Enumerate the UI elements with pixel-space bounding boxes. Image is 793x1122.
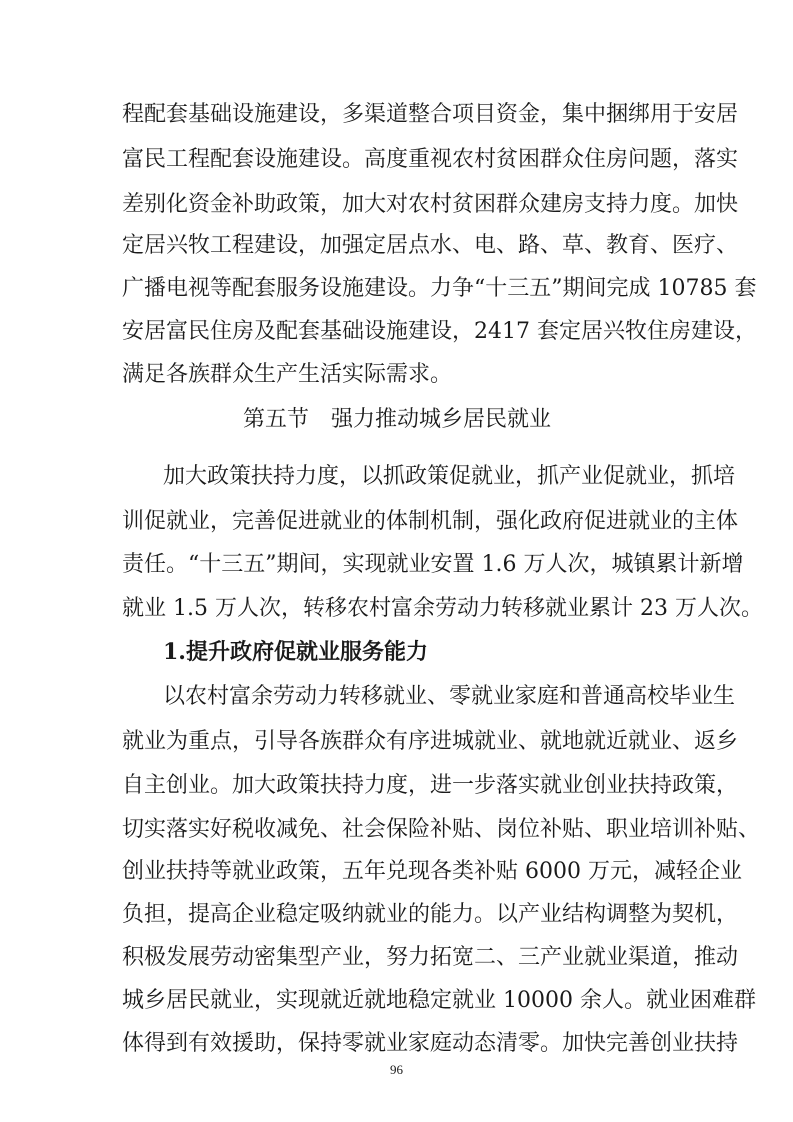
text-line: 体得到有效援助，保持零就业家庭动态清零。加快完善创业扶持: [122, 1031, 739, 1056]
text-line: 加大政策扶持力度，以抓政策促就业，抓产业促就业，抓培: [163, 464, 736, 489]
text-line: 以农村富余劳动力转移就业、零就业家庭和普通高校毕业生: [163, 684, 736, 709]
text-line: 满足各族群众生产生活实际需求。: [122, 362, 453, 387]
text-line: 定居兴牧工程建设，加强定居点水、电、路、草、教育、医疗、: [122, 233, 739, 258]
text-line: 差别化资金补助政策，加大对农村贫困群众建房支持力度。加快: [122, 192, 739, 217]
text-line: 责任。“十三五”期间，实现就业安置 1.6 万人次，城镇累计新增: [122, 552, 744, 577]
text-line: 安居富民住房及配套基础设施建设，2417 套定居兴牧住房建设，: [122, 319, 757, 344]
text-line: 负担，提高企业稳定吸纳就业的能力。以产业结构调整为契机，: [122, 902, 739, 927]
text-line: 切实落实好税收减免、社会保险补贴、岗位补贴、职业培训补贴、: [122, 817, 761, 842]
text-line: 积极发展劳动密集型产业，努力拓宽二、三产业就业渠道，推动: [122, 945, 739, 970]
text-line: 创业扶持等就业政策，五年兑现各类补贴 6000 万元，减轻企业: [122, 859, 742, 884]
text-line: 训促就业，完善促进就业的体制机制，强化政府促进就业的主体: [122, 509, 739, 534]
text-line: 自主创业。加大政策扶持力度，进一步落实就业创业扶持政策，: [122, 773, 739, 798]
section-heading: 第五节 强力推动城乡居民就业: [242, 407, 551, 432]
text-line: 城乡居民就业，实现就近就地稳定就业 10000 余人。就业困难群: [122, 988, 756, 1013]
text-line: 就业 1.5 万人次，转移农村富余劳动力转移就业累计 23 万人次。: [122, 596, 763, 621]
text-line: 就业为重点，引导各族群众有序进城就业、就地就近就业、返乡: [122, 729, 739, 754]
text-line: 程配套基础设施建设，多渠道整合项目资金，集中捆绑用于安居: [122, 102, 739, 127]
page-number: 96: [390, 1062, 403, 1077]
text-line: 广播电视等配套服务设施建设。力争“十三五”期间完成 10785 套: [122, 276, 757, 301]
text-line: 富民工程配套设施建设。高度重视农村贫困群众住房问题，落实: [122, 147, 739, 172]
subsection-heading: 1.提升政府促就业服务能力: [163, 639, 428, 665]
